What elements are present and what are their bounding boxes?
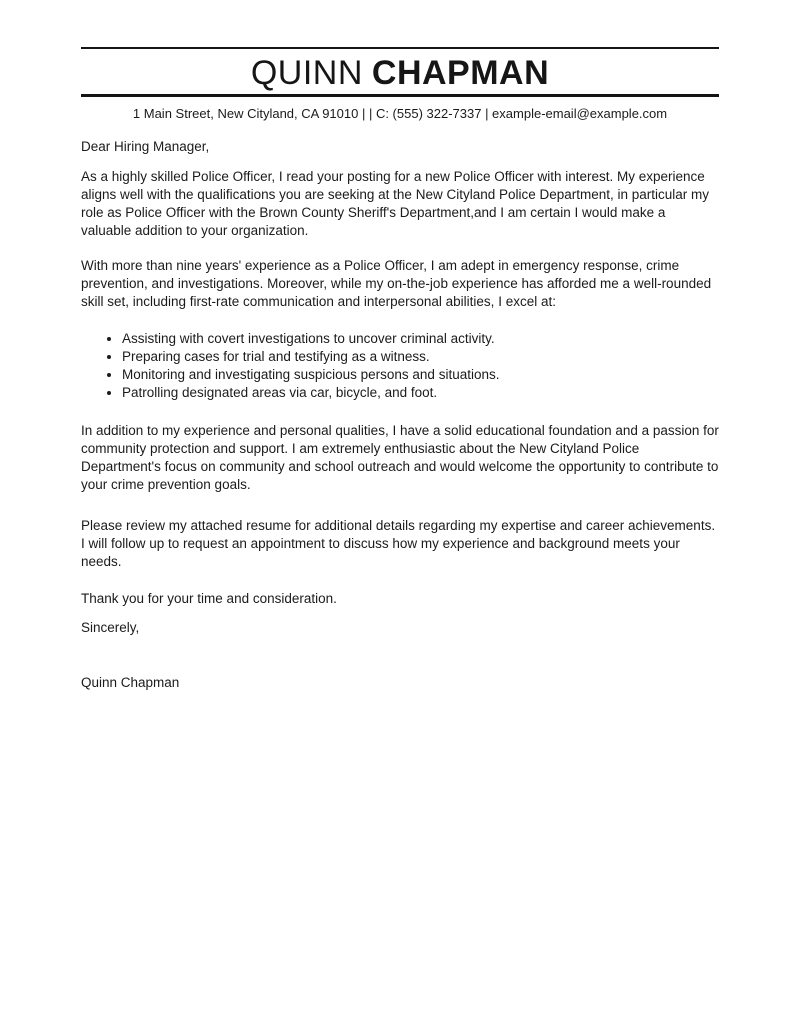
list-item: • Monitoring and investigating suspicious persons and situations. [122, 366, 719, 384]
valediction: Sincerely, [81, 620, 140, 635]
candidate-first-name: QUINN [250, 54, 363, 92]
thank-you-line: Thank you for your time and consideration. [81, 591, 337, 606]
list-item: • Assisting with covert investigations to uncover criminal activity. [122, 330, 719, 348]
paragraph-intro: As a highly skilled Police Officer, I read your posting for a new Police Officer with interest. My experience aligns well with the qualifications you are seeking at the New Cityland Police Department, in particular my role as Police Officer with the Brown County Sheriff's Department,and I am certain I would make a valuable addition to your organization. [81, 169, 710, 238]
paragraph-education: In addition to my experience and personal qualities, I have a solid educational foundation and a passion for community protection and support. I am extremely enthusiastic about the New Cityland Police Department's focus on community and school outreach and would welcome the opportunity to contribute to your crime prevention goals. [81, 423, 719, 492]
letterhead [81, 47, 719, 97]
candidate-last-name: CHAPMAN [371, 54, 550, 92]
list-item: • Preparing cases for trial and testifying as a witness. [122, 348, 719, 366]
list-item: • Patrolling designated areas via car, bicycle, and foot. [122, 384, 719, 402]
skills-bullet-list [81, 330, 719, 402]
salutation: Dear Hiring Manager, [81, 139, 210, 154]
letter-body [81, 138, 719, 692]
paragraph-resume: Please review my attached resume for additional details regarding my expertise and career achievements. I will follow up to request an appointment to discuss how my experience and background meets your needs. [81, 518, 716, 569]
candidate-name [81, 55, 719, 91]
contact-info: 1 Main Street, New Cityland, CA 91010 | | C: (555) 322-7337 | example-email@example.com [132, 106, 668, 121]
paragraph-experience: With more than nine years' experience as a Police Officer, I am adept in emergency response, crime prevention, and investigations. Moreover, while my on-the-job experience has afforded me a well-rounded skill set, including first-rate communication and interpersonal abilities, I excel at: [81, 258, 712, 309]
signature-name: Quinn Chapman [81, 675, 180, 690]
page-content [81, 47, 719, 692]
